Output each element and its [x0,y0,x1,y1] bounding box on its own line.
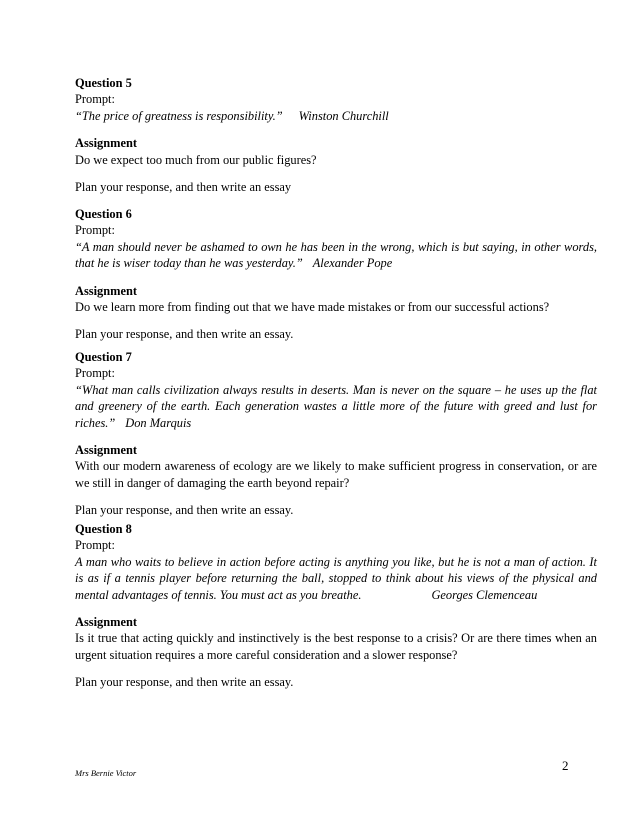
footer-author: Mrs Bernie Victor [75,768,137,778]
prompt-quote [75,382,597,431]
quote-text: “A man should never be ashamed to own he has been in the wrong, which is but saying, in other words, that he is wiser today than he was yesterday.” [75,239,597,271]
question-title: Question 6 [75,207,132,221]
prompt-quote [75,108,597,124]
assignment-label: Assignment [75,615,137,630]
assignment-label: Assignment [75,283,137,298]
instruction-text: Plan your response, and then write an essay. [75,503,294,518]
question-block-5 [75,75,597,195]
quote-author: Alexander Pope [312,256,393,271]
quote-text: “The price of greatness is responsibility.” [75,108,283,123]
question-block-7 [75,349,597,519]
quote-author: Don Marquis [125,415,192,430]
quote-text: “What man calls civilization always results in deserts. Man is never on the square – he uses up the flat and greenery of the earth. Each generation wastes a little more of the future with greed and lust for riches.” [75,382,597,430]
assignment-label: Assignment [75,136,137,151]
instruction-text: Plan your response, and then write an essay. [75,675,294,690]
assignment-text: Do we learn more from finding out that we have made mistakes or from our successful actions? [75,300,550,315]
assignment-text: With our modern awareness of ecology are we likely to make sufficient progress in conservation, or are we still in danger of damaging the earth beyond repair? [75,459,597,490]
question-title: Question 5 [75,76,132,90]
question-title: Question 8 [75,522,132,536]
question-block-6 [75,206,597,343]
instruction-text: Plan your response, and then write an essay. [75,327,294,342]
assignment-text: Is it true that acting quickly and instinctively is the best response to a crisis? Or are there times when an urgent situation requires a more careful consideration and a slower response? [75,631,597,662]
page-number: 2 [562,758,569,773]
quote-author: Winston Churchill [298,108,389,123]
prompt-label: Prompt: [75,92,115,107]
question-title: Question 7 [75,350,132,364]
instruction-text: Plan your response, and then write an essay [75,180,292,195]
quote-text: A man who waits to believe in action before acting is anything you like, but he is not a man of action. It is as if a tennis player before returning the ball, stopped to think about his views of the physical and mental advantages of tennis. You must act as you breathe. [75,554,597,602]
prompt-label: Prompt: [75,223,115,238]
assignment-label: Assignment [75,443,137,458]
assignment-text: Do we expect too much from our public figures? [75,152,317,167]
prompt-label: Prompt: [75,538,115,553]
prompt-quote [75,239,597,272]
question-block-8 [75,521,597,691]
quote-author: Georges Clemenceau [431,587,538,602]
prompt-label: Prompt: [75,366,115,381]
prompt-quote [75,554,597,603]
